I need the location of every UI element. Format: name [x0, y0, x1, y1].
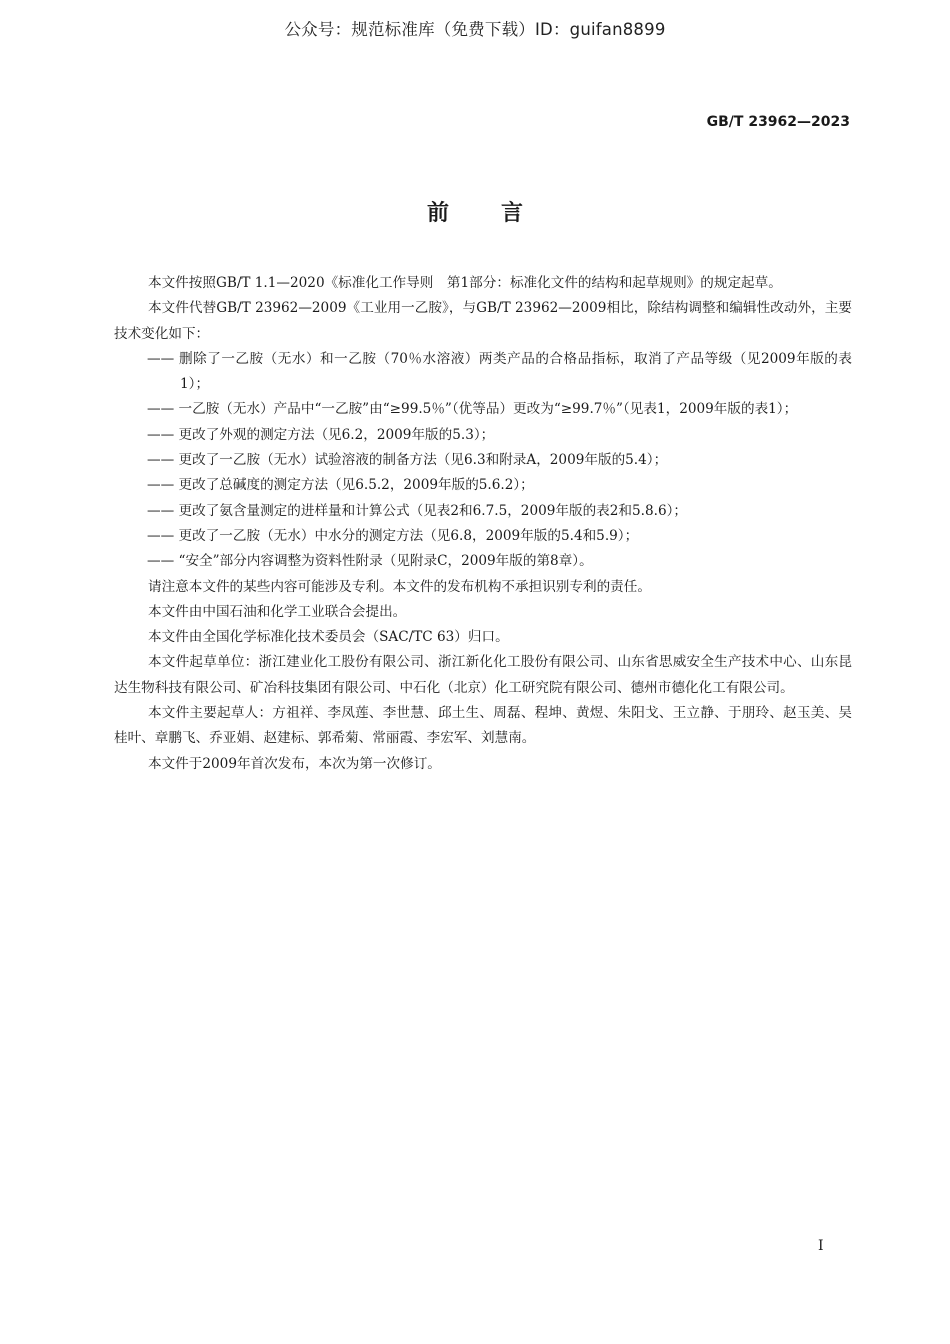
- paragraph: 本文件由全国化学标准化技术委员会（SAC/TC 63）归口。: [148, 629, 509, 646]
- change-item: —— 更改了一乙胺（无水）试验溶液的制备方法（见6.3和附录A，2009年版的5.4）；: [147, 452, 668, 469]
- standard-code: GB/T 23962—2023: [706, 114, 850, 130]
- change-item: —— 更改了外观的测定方法（见6.2，2009年版的5.3）；: [147, 426, 495, 443]
- change-item: —— “安全”部分内容调整为资料性附录（见附录C，2009年版的第8章）。: [147, 553, 593, 570]
- change-item: —— 删除了一乙胺（无水）和一乙胺（70％水溶液）两类产品的合格品指标，取消了产品等级（见2009年版的表1）；: [147, 350, 852, 393]
- foreword-body: [114, 271, 852, 777]
- paragraph: 本文件于2009年首次发布，本次为第一次修订。: [148, 755, 441, 772]
- page-title: 前言: [426, 200, 575, 226]
- paragraph: 本文件由中国石油和化学工业联合会提出。: [148, 603, 407, 620]
- change-item: —— 一乙胺（无水）产品中“一乙胺”由“≥99.5％”（优等品）更改为“≥99.7％”（见表1，2009年版的表1）；: [147, 401, 798, 418]
- paragraph: 本文件主要起草人：方祖祥、李凤莲、李世慧、邱土生、周磊、程坤、黄煜、朱阳戈、王立静、于朋玲、赵玉美、吴桂叶、章鹏飞、乔亚娟、赵建标、郭希菊、常丽霞、李宏军、刘慧南。: [114, 705, 852, 747]
- paragraph: 请注意本文件的某些内容可能涉及专利。本文件的发布机构不承担识别专利的责任。: [148, 578, 651, 595]
- paragraph: 本文件代替GB/T 23962—2009《工业用一乙胺》，与GB/T 23962—2009相比，除结构调整和编辑性改动外，主要技术变化如下：: [114, 300, 852, 342]
- top-banner: 公众号：规范标准库（免费下载）ID：guifan8899: [284, 20, 666, 39]
- change-item: —— 更改了氨含量测定的进样量和计算公式（见表2和6.7.5，2009年版的表2和5.8.6）；: [147, 502, 687, 519]
- page-number: I: [818, 1238, 824, 1254]
- change-item: —— 更改了总碱度的测定方法（见6.5.2，2009年版的5.6.2）；: [147, 477, 534, 494]
- change-item: —— 更改了一乙胺（无水）中水分的测定方法（见6.8，2009年版的5.4和5.9）；: [147, 527, 639, 544]
- paragraph: 本文件按照GB/T 1.1—2020《标准化工作导则 第1部分：标准化文件的结构和起草规则》的规定起草。: [148, 275, 782, 291]
- paragraph: 本文件起草单位：浙江建业化工股份有限公司、浙江新化化工股份有限公司、山东省思威安全生产技术中心、山东昆达生物科技有限公司、矿冶科技集团有限公司、中石化（北京）化工研究院有限公司、德州市德化化工有限公司。: [114, 654, 852, 696]
